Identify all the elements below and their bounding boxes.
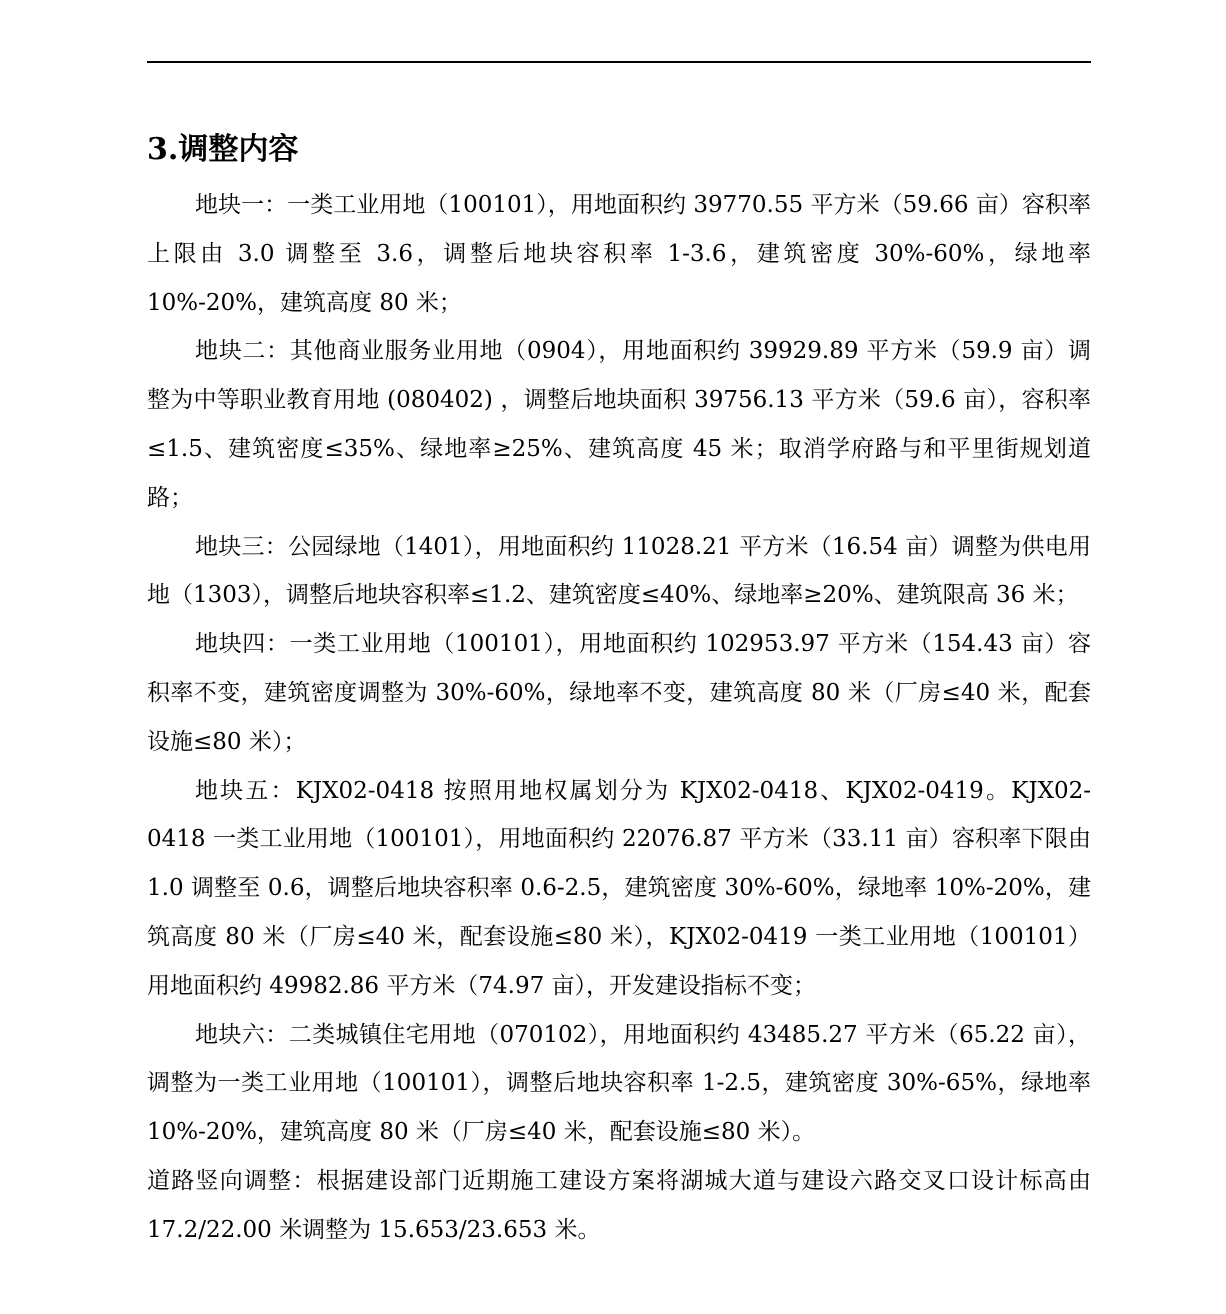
header-rule	[147, 61, 1091, 63]
paragraph-plot-1: 地块一：一类工业用地（100101），用地面积约 39770.55 平方米（59.66 亩）容积率上限由 3.0 调整至 3.6，调整后地块容积率 1-3.6，建筑密度 30%-60%，绿地率 10%-20%，建筑高度 80 米；	[147, 192, 1091, 316]
paragraph-plot-4: 地块四：一类工业用地（100101），用地面积约 102953.97 平方米（154.43 亩）容积率不变，建筑密度调整为 30%-60%，绿地率不变，建筑高度 80 米（厂房≤40 米，配套设施≤80 米）；	[147, 631, 1091, 755]
paragraph-plot-6: 地块六：二类城镇住宅用地（070102），用地面积约 43485.27 平方米（65.22 亩），调整为一类工业用地（100101），调整后地块容积率 1-2.5，建筑密度 30%-65%，绿地率 10%-20%，建筑高度 80 米（厂房≤40 米，配套设施≤80 米）。	[147, 1021, 1091, 1146]
document-body	[147, 181, 1091, 1255]
paragraph-plot-2: 地块二：其他商业服务业用地（0904），用地面积约 39929.89 平方米（59.9 亩）调整为中等职业教育用地 (080402) ，调整后地块面积 39756.13 平方米（59.6 亩），容积率≤1.5、建筑密度≤35%、绿地率≥25%、建筑高度 45 米；取消学府路与和平里街规划道路；	[147, 338, 1091, 511]
section-heading: 3.调整内容	[147, 132, 299, 167]
paragraph-plot-5: 地块五：KJX02-0418 按照用地权属划分为 KJX02-0418、KJX02-0419。KJX02-0418 一类工业用地（100101），用地面积约 22076.87 平方米（33.11 亩）容积率下限由 1.0 调整至 0.6，调整后地块容积率 0.6-2.5，建筑密度 30%-60%，绿地率 10%-20%，建筑高度 80 米（厂房≤40 米，配套设施≤80 米），KJX02-0419 一类工业用地（100101）用地面积约 49982.86 平方米（74.97 亩），开发建设指标不变；	[147, 777, 1091, 999]
paragraph-road-adjustment: 道路竖向调整：根据建设部门近期施工建设方案将湖城大道与建设六路交叉口设计标高由 17.2/22.00 米调整为 15.653/23.653 米。	[147, 1167, 1091, 1243]
paragraph-plot-3: 地块三：公园绿地（1401），用地面积约 11028.21 平方米（16.54 亩）调整为供电用地（1303），调整后地块容积率≤1.2、建筑密度≤40%、绿地率≥20%、建筑限高 36 米；	[147, 533, 1091, 609]
